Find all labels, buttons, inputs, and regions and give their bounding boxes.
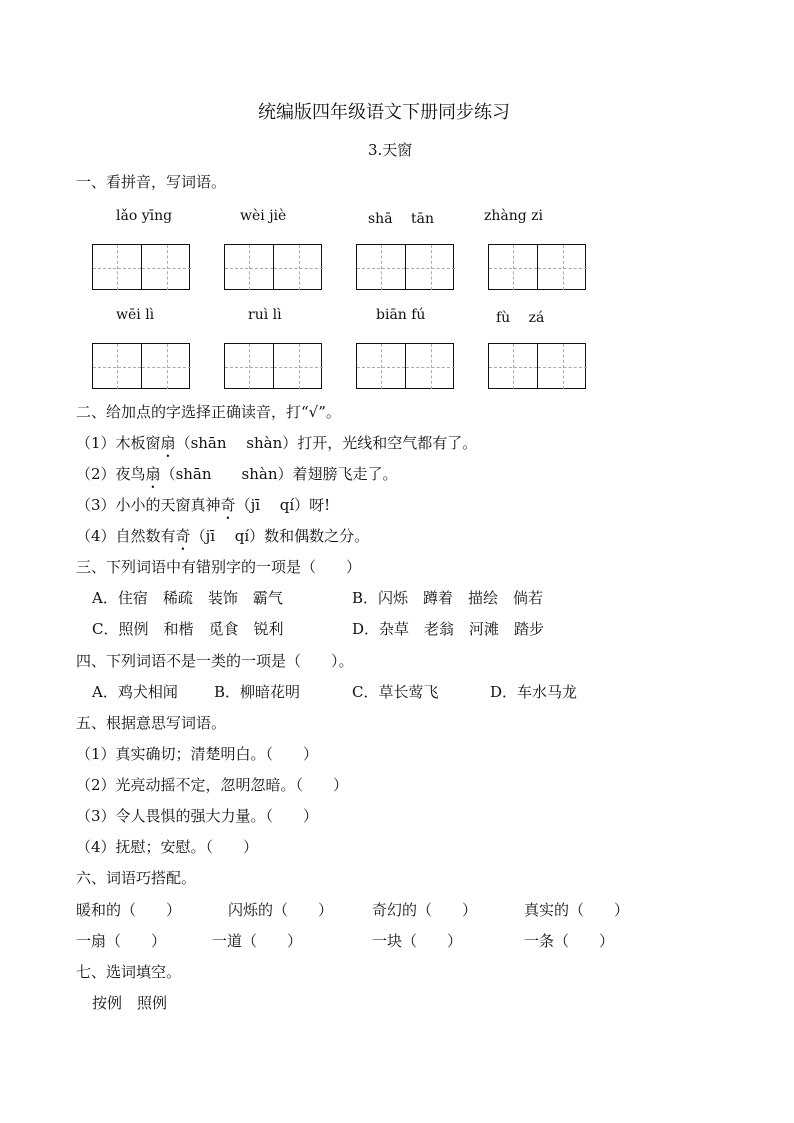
writing-grid-7[interactable]: [356, 343, 454, 389]
option-4-a: A．鸡犬相闻: [92, 683, 178, 701]
writing-grid-2[interactable]: [224, 244, 322, 290]
option-3-c: C．照例 和楷 觅食 锐利: [92, 620, 284, 638]
match-2: 闪烁的（ ）: [228, 901, 334, 919]
pinyin-2: wèi jiè: [240, 208, 287, 224]
pinyin-1: lǎo yīng: [116, 208, 173, 224]
match-6: 一道（ ）: [212, 932, 303, 950]
section-2-heading: 二、给加点的字选择正确读音，打“√”。: [76, 403, 341, 421]
option-4-c: C．草长莺飞: [352, 683, 439, 701]
question-5-3: （3）令人畏惧的强大力量。（ ）: [76, 807, 319, 825]
match-3: 奇幻的（ ）: [372, 901, 478, 919]
option-3-a: A．住宿 稀疏 装饰 霸气: [92, 589, 283, 607]
dotted-char: 扇: [160, 434, 176, 452]
section-5-heading: 五、根据意思写词语。: [76, 714, 227, 732]
dotted-char: 奇: [175, 527, 191, 545]
writing-grid-4[interactable]: [488, 244, 586, 290]
question-2-3: （3）小小的天窗真神奇（jī qí）呀!: [76, 496, 331, 514]
writing-grid-1[interactable]: [92, 244, 190, 290]
writing-grid-6[interactable]: [224, 343, 322, 389]
pinyin-7: biān fú: [376, 307, 426, 323]
question-2-4: （4）自然数有奇（jī qí）数和偶数之分。: [76, 527, 370, 545]
section-7-heading: 七、选词填空。: [76, 963, 182, 981]
question-2-1: （1）木板窗扇（shān shàn）打开，光线和空气都有了。: [76, 434, 478, 452]
match-7: 一块（ ）: [372, 932, 463, 950]
word-choices: 按例 照例: [92, 994, 168, 1012]
match-5: 一扇（ ）: [76, 932, 167, 950]
section-1-heading: 一、看拼音，写词语。: [76, 173, 227, 191]
match-4: 真实的（ ）: [524, 901, 630, 919]
writing-grid-8[interactable]: [488, 343, 586, 389]
dotted-char: 扇: [145, 465, 161, 483]
match-8: 一条（ ）: [524, 932, 615, 950]
section-3-heading: 三、下列词语中有错别字的一项是（ ）: [76, 558, 362, 576]
question-2-2: （2）夜鸟扇（shān shàn）着翅膀飞走了。: [76, 465, 398, 483]
question-5-2: （2）光亮动摇不定，忽明忽暗。（ ）: [76, 776, 349, 794]
dotted-char: 奇: [220, 496, 236, 514]
option-3-b: B．闪烁 蹲着 描绘 倘若: [352, 589, 544, 607]
option-3-d: D．杂草 老翁 河滩 踏步: [352, 620, 545, 638]
writing-grid-3[interactable]: [356, 244, 454, 290]
option-4-b: B．柳暗花明: [214, 683, 301, 701]
question-5-1: （1）真实确切；清楚明白。（ ）: [76, 745, 319, 763]
lesson-title: 3.天窗: [368, 141, 413, 159]
writing-grid-5[interactable]: [92, 343, 190, 389]
pinyin-4: zhàng zi: [484, 208, 544, 224]
pinyin-8: fù zá: [496, 310, 545, 326]
option-4-d: D．车水马龙: [490, 683, 578, 701]
section-6-heading: 六、词语巧搭配。: [76, 869, 197, 887]
page-title: 统编版四年级语文下册同步练习: [258, 102, 510, 123]
section-4-heading: 四、下列词语不是一类的一项是（ ）。: [76, 652, 354, 670]
pinyin-3: shā tān: [368, 211, 434, 227]
question-5-4: （4）抚慰；安慰。（ ）: [76, 838, 259, 856]
pinyin-5: wēi lì: [116, 307, 155, 323]
pinyin-6: ruì lì: [248, 307, 282, 323]
match-1: 暖和的（ ）: [76, 901, 182, 919]
